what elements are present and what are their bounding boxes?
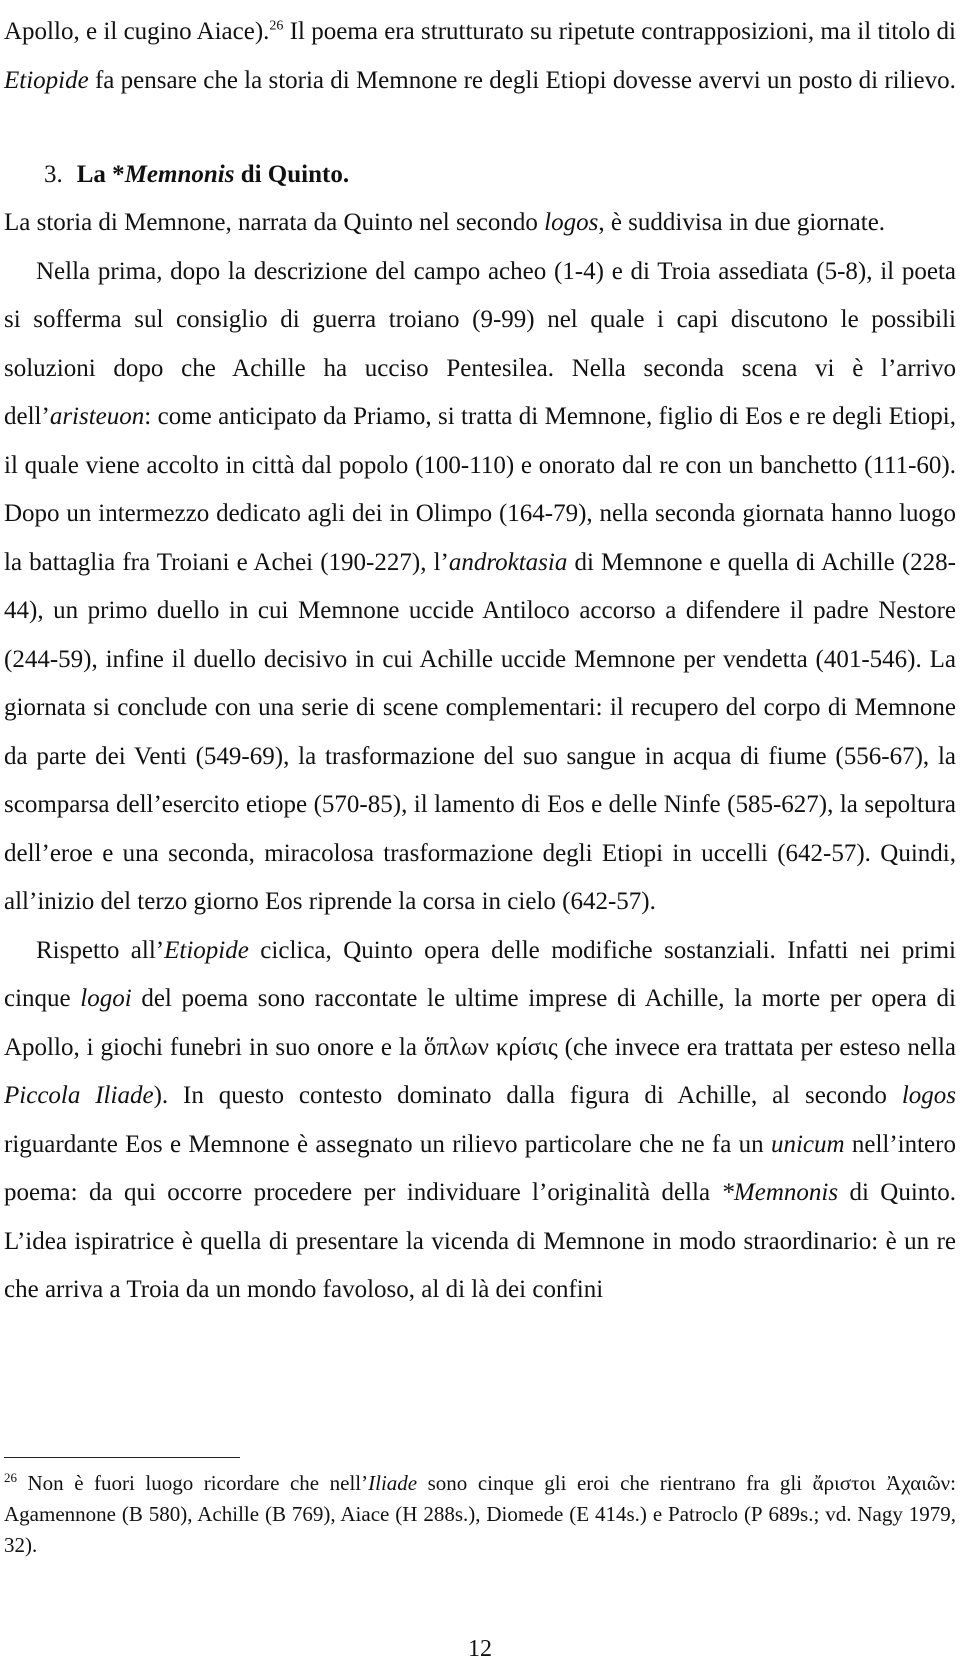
italic-title: Etiopide [4,66,89,94]
italic-term: aristeuon [49,403,145,430]
text-span: del poema sono raccontate le ultime imprese di Achille, la morte per opera di Apollo, i giochi funebri in suo onore e la ὅπλων κρίσις (che invece era trattata per esteso nella [4,985,956,1061]
title-italic: Memnonis [124,161,235,188]
italic-term: logoi [80,985,132,1012]
paragraph-comparison [4,927,956,1315]
italic-title: Iliade [368,1471,418,1495]
text-span: Non è fuori luogo ricordare che nell’ [17,1471,369,1495]
italic-term: unicum [770,1130,845,1158]
text-span: Rispetto all’ [36,936,165,964]
intro-line [4,199,956,248]
section-number: 3. [44,161,63,188]
text-span: sono cinque gli eroi che rientrano fra gli ἄριστοι Ἀχαιῶν: Agamennone (Β 580), Achille (Β 769), Aiace (Η 288s.), Diomede (Ε 414s.) e Patroclo (Ρ 689s.; vd. Nagy 1979, 32). [4,1471,956,1557]
footnote-reference[interactable]: 26 [269,18,284,34]
text-span: nell’intero poema: da qui occorre procedere per individuare l’originalità della [4,1130,956,1206]
paragraph-first-day [4,248,956,927]
italic-title: *Memnonis [721,1179,839,1206]
text-span: Nella prima, dopo la descrizione del campo acheo (1-4) e di Troia assediata (5-8), il poeta si sofferma sul consiglio di guerra troiano (9-99) nel quale i capi discutono le possibili soluzioni dopo che Achille ha ucciso Pentesilea. Nella seconda scena vi è l’arrivo dell’ [4,257,956,430]
footnote-divider [4,1457,240,1458]
italic-term: androktasia [448,548,568,576]
document-page [4,0,956,1674]
text-span: riguardante Eos e Memnone è assegnato un rilievo particolare che ne fa un [4,1130,771,1158]
text-span: Apollo, e il cugino Aiace). [4,18,270,45]
italic-title: Piccola Iliade [4,1082,154,1109]
section-title [77,161,349,188]
footnote-number: 26 [4,1470,17,1485]
text-span: , è suddivisa in due giornate. [598,209,886,236]
page-number: 12 [468,1636,492,1662]
text-span: di Memnone e quella di Achille (228-44), un primo duello in cui Memnone uccide Antiloco accorso a difendere il padre Nestore (244-59), infine il duello decisivo in cui Achille uccide Memnone per vendetta (401-546). La giornata si conclude con una serie di scene complementari: il recupero del corpo di Memnone da parte dei Venti (549-69), la trasformazione del suo sangue in acqua di fiume (556-67), la scomparsa dell’esercito etiope (570-85), il lamento di Eos e delle Ninfe (585-627), la sepoltura dell’eroe e una seconda, miracolosa trasformazione degli Etiopi in uccelli (642-57). Quindi, all’inizio del terzo giorno Eos riprende la corsa in cielo (642-57). [4,548,956,915]
text-span: fa pensare che la storia di Memnone re degli Etiopi dovesse avervi un posto di rilievo. [88,66,956,94]
italic-term: logos [901,1082,957,1109]
italic-term: logos [544,209,599,236]
text-span: La storia di Memnone, narrata da Quinto nel secondo [4,209,545,236]
footnote-26 [4,1468,956,1561]
top-paragraph [4,8,956,105]
title-part: La * [76,161,125,188]
text-span: di Quinto. L’idea ispiratrice è quella di presentare la vicenda di Memnone in modo straordinario: è un re che arriva a Troia da un mondo favoloso, al di là dei confini [4,1179,956,1303]
text-span: ciclica, Quinto opera delle modifiche sostanziali. Infatti nei primi cinque [4,936,956,1012]
title-part: di Quinto. [234,161,350,188]
text-span: : come anticipato da Priamo, si tratta di Memnone, figlio di Eos e re degli Etiopi, il quale viene accolto in città dal popolo (100-110) e onorato dal re con un banchetto (111-60). Dopo un intermezzo dedicato agli dei in Olimpo (164-79), nella seconda giornata hanno luogo la battaglia fra Troiani e Achei (190-227), l’ [4,403,956,576]
text-span: Il poema era strutturato su ripetute contrapposizioni, ma il titolo di [283,18,956,45]
text-span: ). In questo contesto dominato dalla figura di Achille, al secondo [153,1082,902,1109]
section-heading [44,151,956,199]
italic-title: Etiopide [164,936,249,964]
